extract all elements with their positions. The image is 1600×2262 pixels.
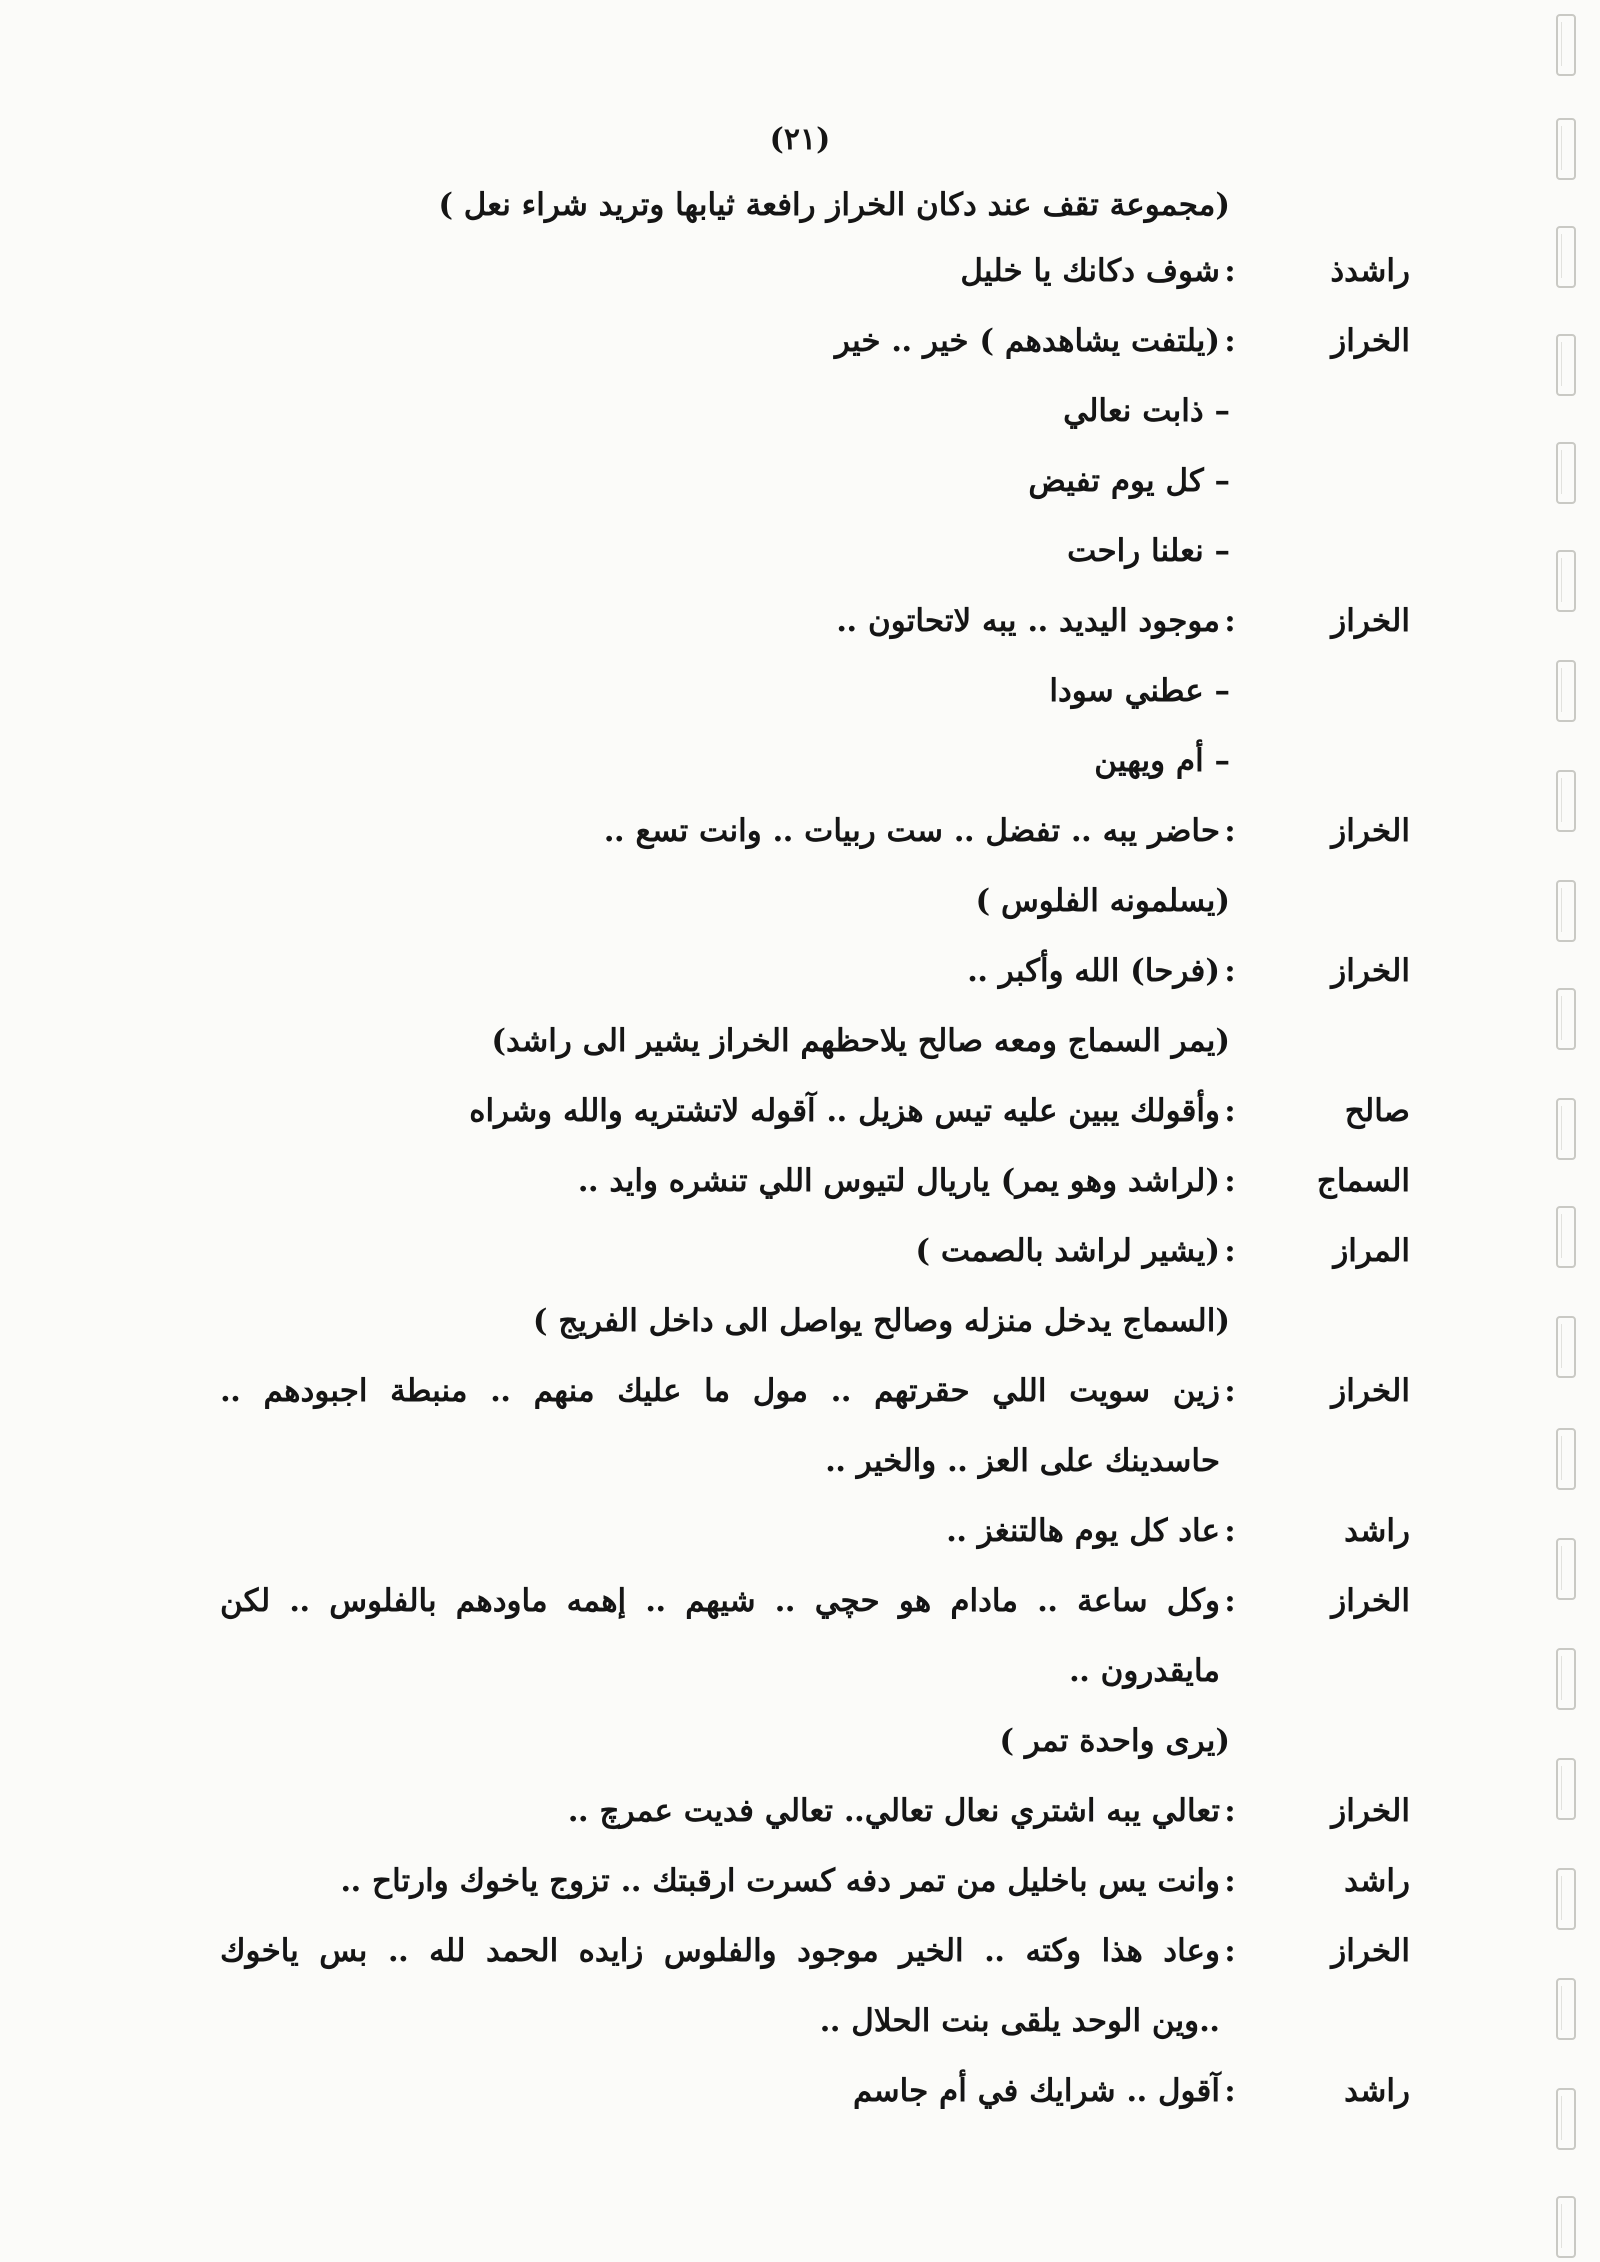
speaker-colon: : bbox=[1224, 1933, 1236, 1969]
dialogue-text: آقول ‥ شرايك في أم جاسم bbox=[853, 2073, 1220, 2109]
dialogue-text: عاد كل يوم هالتنغز ‥ bbox=[946, 1513, 1220, 1549]
continuation-line: مايقدرون ‥ bbox=[1068, 1653, 1220, 1689]
dialogue-text: (يلتفت يشاهدهم ) خير ‥ خير bbox=[834, 323, 1220, 359]
continuation-line: حاسدينك على العز ‥ والخير ‥ bbox=[825, 1443, 1220, 1479]
binder-ring bbox=[1556, 1206, 1576, 1268]
speaker-colon: : bbox=[1224, 323, 1236, 359]
binder-ring bbox=[1556, 2196, 1576, 2258]
dialogue-text: شوف دكانك يا خليل bbox=[960, 253, 1220, 289]
speaker-colon: : bbox=[1224, 603, 1236, 639]
speaker-name: السماج bbox=[1316, 1163, 1410, 1199]
dialogue-text: وكل ساعة ‥ مادام هو حچي ‥ شيهم ‥ إهمه ماودهم بالفلوس ‥ لكن bbox=[220, 1583, 1220, 1619]
dialogue-text: تعالي يبه اشتري نعال تعالي‥ تعالي فديت عمرچ ‥ bbox=[567, 1793, 1220, 1829]
binder-ring bbox=[1556, 988, 1576, 1050]
speaker-colon: : bbox=[1224, 1233, 1236, 1269]
speaker-colon: : bbox=[1224, 1163, 1236, 1199]
speaker-name: راشدذ bbox=[1330, 253, 1410, 289]
speaker-colon: : bbox=[1224, 1513, 1236, 1549]
page-number: (٢١) bbox=[769, 122, 831, 157]
list-line: – أم ويهين bbox=[1094, 743, 1230, 779]
speaker-colon: : bbox=[1224, 1863, 1236, 1899]
speaker-name: راشد bbox=[1344, 2073, 1410, 2109]
speaker-colon: : bbox=[1224, 2073, 1236, 2109]
speaker-colon: : bbox=[1224, 1583, 1236, 1619]
binder-ring bbox=[1556, 1978, 1576, 2040]
binder-ring bbox=[1556, 1648, 1576, 1710]
speaker-name: الخراز bbox=[1331, 1933, 1410, 1969]
binder-ring bbox=[1556, 1868, 1576, 1930]
speaker-colon: : bbox=[1224, 953, 1236, 989]
list-line: – عطني سودا bbox=[1049, 673, 1230, 709]
dialogue-text: حاضر يبه ‥ تفضل ‥ ست ربيات ‥ وانت تسع ‥ bbox=[603, 813, 1220, 849]
dialogue-text: موجود اليديد ‥ يبه لاتحاتون ‥ bbox=[836, 603, 1220, 639]
binder-ring bbox=[1556, 1098, 1576, 1160]
speaker-name: راشد bbox=[1344, 1513, 1410, 1549]
dialogue-text: (لراشد وهو يمر) ياريال لتيوس اللي تنشره وايد ‥ bbox=[577, 1163, 1220, 1199]
speaker-name: الخراز bbox=[1331, 1583, 1410, 1619]
continuation-line: ‥وين الوحد يلقى بنت الحلال ‥ bbox=[819, 2003, 1220, 2039]
dialogue-text: وأقولك يبين عليه تيس هزيل ‥ آقوله لاتشتريه والله وشراه bbox=[469, 1093, 1220, 1129]
binder-ring bbox=[1556, 1538, 1576, 1600]
speaker-name: الخراز bbox=[1331, 1793, 1410, 1829]
binder-ring bbox=[1556, 226, 1576, 288]
binder-ring bbox=[1556, 1758, 1576, 1820]
speaker-colon: : bbox=[1224, 1093, 1236, 1129]
dialogue-text: (يشير لراشد بالصمت ) bbox=[915, 1233, 1220, 1269]
speaker-colon: : bbox=[1224, 1793, 1236, 1829]
speaker-name: الخراز bbox=[1331, 323, 1410, 359]
speaker-colon: : bbox=[1224, 813, 1236, 849]
binder-ring bbox=[1556, 118, 1576, 180]
binder-ring bbox=[1556, 442, 1576, 504]
binder-ring bbox=[1556, 1316, 1576, 1378]
stage-direction: (يرى واحدة تمر ) bbox=[999, 1723, 1230, 1759]
speaker-name: الخراز bbox=[1331, 953, 1410, 989]
binder-ring bbox=[1556, 660, 1576, 722]
binder-ring bbox=[1556, 14, 1576, 76]
speaker-colon: : bbox=[1224, 1373, 1236, 1409]
speaker-name: المراز bbox=[1333, 1233, 1410, 1269]
speaker-name: صالح bbox=[1344, 1093, 1410, 1129]
list-line: – كل يوم تفيض bbox=[1028, 463, 1230, 499]
binder-ring bbox=[1556, 880, 1576, 942]
stage-direction: (السماج يدخل منزله وصالح يواصل الى داخل الفريج ) bbox=[532, 1303, 1230, 1339]
speaker-name: الخراز bbox=[1331, 1373, 1410, 1409]
binder-ring bbox=[1556, 770, 1576, 832]
binder-ring bbox=[1556, 1428, 1576, 1490]
speaker-name: الخراز bbox=[1331, 813, 1410, 849]
list-line: – نعلنا راحت bbox=[1067, 533, 1230, 569]
list-line: – ذابت نعالي bbox=[1063, 393, 1230, 429]
stage-direction: (مجموعة تقف عند دكان الخراز رافعة ثيابها وتريد شراء نعل ) bbox=[438, 187, 1230, 223]
stage-direction: (يسلمونه الفلوس ) bbox=[975, 883, 1230, 919]
speaker-name: الخراز bbox=[1331, 603, 1410, 639]
stage-direction: (يمر السماج ومعه صالح يلاحظهم الخراز يشير الى راشد) bbox=[491, 1023, 1230, 1059]
binder-ring bbox=[1556, 334, 1576, 396]
speaker-name: راشد bbox=[1344, 1863, 1410, 1899]
dialogue-text: (فرحا) الله وأكبر ‥ bbox=[967, 953, 1220, 989]
dialogue-text: وعاد هذا وكته ‥ الخير موجود والفلوس زايده الحمد لله ‥ بس ياخوك bbox=[220, 1933, 1220, 1969]
dialogue-text: زين سويت اللي حقرتهم ‥ مول ما عليك منهم ‥ منبطة اجبودهم ‥ bbox=[220, 1373, 1220, 1409]
dialogue-text: وانت يس باخليل من تمر دفه كسرت ارقبتك ‥ تزوج ياخوك وارتاح ‥ bbox=[340, 1863, 1220, 1899]
binder-ring bbox=[1556, 550, 1576, 612]
speaker-colon: : bbox=[1224, 253, 1236, 289]
binder-ring bbox=[1556, 2088, 1576, 2150]
